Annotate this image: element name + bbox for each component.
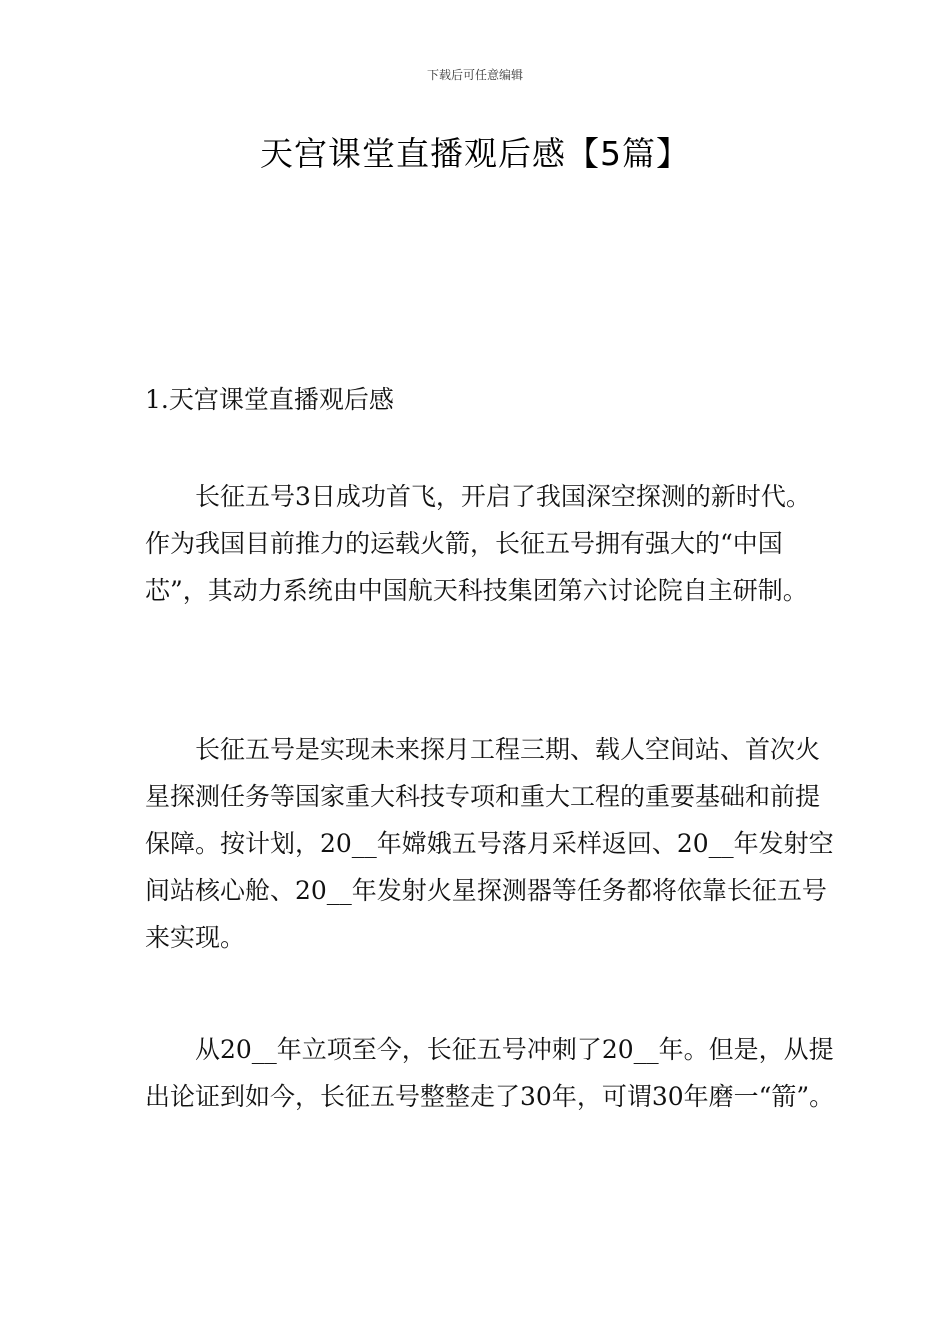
paragraph-2: 长征五号是实现未来探月工程三期、载人空间站、首次火星探测任务等国家重大科技专项和重大工程的重要基础和前提保障。按计划，20__年嫦娥五号落月采样返回、20__年发射空间站核心舱、20__年发射火星探测器等任务都将依靠长征五号来实现。 [145, 735, 834, 952]
section-heading: 1.天宫课堂直播观后感 [145, 385, 394, 414]
document-title: 天宫课堂直播观后感【5篇】 [260, 134, 690, 173]
header-note: 下载后可任意编辑 [426, 68, 523, 82]
paragraph-3: 从20__年立项至今，长征五号冲刺了20__年。但是，从提出论证到如今，长征五号整整走了30年，可谓30年磨一“箭”。 [145, 1035, 835, 1111]
paragraph-1: 长征五号3日成功首飞，开启了我国深空探测的新时代。作为我国目前推力的运载火箭，长征五号拥有强大的“中国芯”，其动力系统由中国航天科技集团第六讨论院自主研制。 [145, 482, 811, 605]
